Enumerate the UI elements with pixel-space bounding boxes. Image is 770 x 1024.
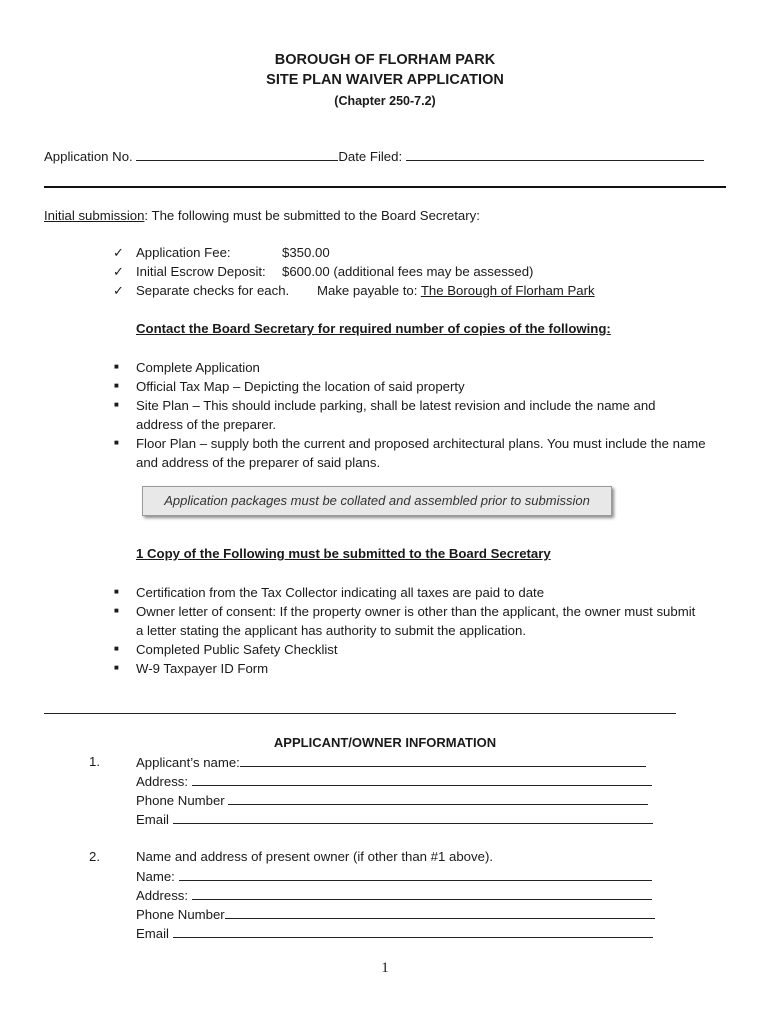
one-copy-heading: 1 Copy of the Following must be submitted to the Board Secretary <box>136 546 551 561</box>
date-filed-field[interactable] <box>406 148 704 161</box>
chapter-reference: (Chapter 250-7.2) <box>334 94 436 108</box>
bullet-icon: ■ <box>114 438 119 447</box>
applicant-name-row <box>136 754 646 770</box>
info-heading: APPLICANT/OWNER INFORMATION <box>273 735 497 750</box>
list-item: Official Tax Map – Depicting the location of said property <box>136 379 465 394</box>
field-label: Address: <box>136 774 189 789</box>
escrow-value: $600.00 (additional fees may be assessed) <box>282 264 534 279</box>
field-label: Applicant’s name: <box>136 755 240 770</box>
initial-submission-text: : The following must be submitted to the Board Secretary: <box>144 208 480 223</box>
section-number: 2. <box>89 849 100 864</box>
date-filed-label: Date Filed: <box>338 149 403 164</box>
application-number-row <box>44 148 704 164</box>
contact-heading: Contact the Board Secretary for required number of copies of the following: <box>136 321 611 336</box>
field-label: Name: <box>136 869 175 884</box>
bullet-icon: ■ <box>114 381 119 390</box>
bullet-icon: ■ <box>114 663 119 672</box>
list-item: Site Plan – This should include parking, shall be latest revision and include the name and address of the preparer. <box>136 398 656 432</box>
fee-value: $350.00 <box>282 245 330 260</box>
check-icon: ✓ <box>113 245 124 260</box>
owner-email-row <box>136 925 653 941</box>
field-label: Phone Number <box>136 793 225 808</box>
application-title: SITE PLAN WAIVER APPLICATION <box>266 72 504 88</box>
section-divider <box>44 713 676 714</box>
list-item: Floor Plan – supply both the current and proposed architectural plans. You must include the name and address of the preparer of said plans. <box>136 436 706 470</box>
owner-address-field[interactable] <box>192 887 652 900</box>
field-label: Email <box>136 812 169 827</box>
header-divider <box>44 186 726 188</box>
owner-phone-row <box>136 906 655 922</box>
bullet-icon: ■ <box>114 400 119 409</box>
escrow-label: Initial Escrow Deposit: <box>136 264 266 279</box>
list-item: Owner letter of consent: If the property owner is other than the applicant, the owner must submit a letter stating the applicant has authority to submit the application. <box>136 604 696 638</box>
page-number: 1 <box>381 960 389 976</box>
bullet-icon: ■ <box>114 587 119 596</box>
fee-item <box>136 245 231 260</box>
owner-intro: Name and address of present owner (if other than #1 above). <box>136 849 494 864</box>
owner-phone-field[interactable] <box>225 906 655 919</box>
payable-line <box>317 283 595 298</box>
owner-email-field[interactable] <box>173 925 653 938</box>
initial-submission-label: Initial submission <box>44 208 145 223</box>
check-icon: ✓ <box>113 283 124 298</box>
payable-label: Make payable to: <box>317 283 421 298</box>
list-item: Complete Application <box>136 360 260 375</box>
applicant-phone-field[interactable] <box>228 792 648 805</box>
owner-address-row <box>136 887 652 903</box>
borough-title: BOROUGH OF FLORHAM PARK <box>274 52 496 68</box>
section-number: 1. <box>89 754 100 769</box>
applicant-phone-row <box>136 792 648 808</box>
fee-label: Application Fee: <box>136 245 231 260</box>
collation-notice: Application packages must be collated and assembled prior to submission <box>142 486 612 516</box>
application-no-field[interactable] <box>136 148 338 161</box>
bullet-icon: ■ <box>114 606 119 615</box>
applicant-email-row <box>136 811 653 827</box>
applicant-email-field[interactable] <box>173 811 653 824</box>
owner-name-row <box>136 868 652 884</box>
list-item: Completed Public Safety Checklist <box>136 642 338 657</box>
list-item: Certification from the Tax Collector indicating all taxes are paid to date <box>136 585 545 600</box>
applicant-address-field[interactable] <box>192 773 652 786</box>
initial-submission-line <box>44 208 480 223</box>
list-item: W-9 Taxpayer ID Form <box>136 661 269 676</box>
field-label: Phone Number <box>136 907 225 922</box>
applicant-name-field[interactable] <box>240 754 646 767</box>
owner-name-field[interactable] <box>179 868 652 881</box>
bullet-icon: ■ <box>114 644 119 653</box>
field-label: Address: <box>136 888 189 903</box>
application-no-label: Application No. <box>44 149 133 164</box>
bullet-icon: ■ <box>114 362 119 371</box>
applicant-address-row <box>136 773 652 789</box>
payee-name: The Borough of Florham Park <box>420 283 595 298</box>
checks-label: Separate checks for each. <box>136 283 290 298</box>
field-label: Email <box>136 926 169 941</box>
check-icon: ✓ <box>113 264 124 279</box>
